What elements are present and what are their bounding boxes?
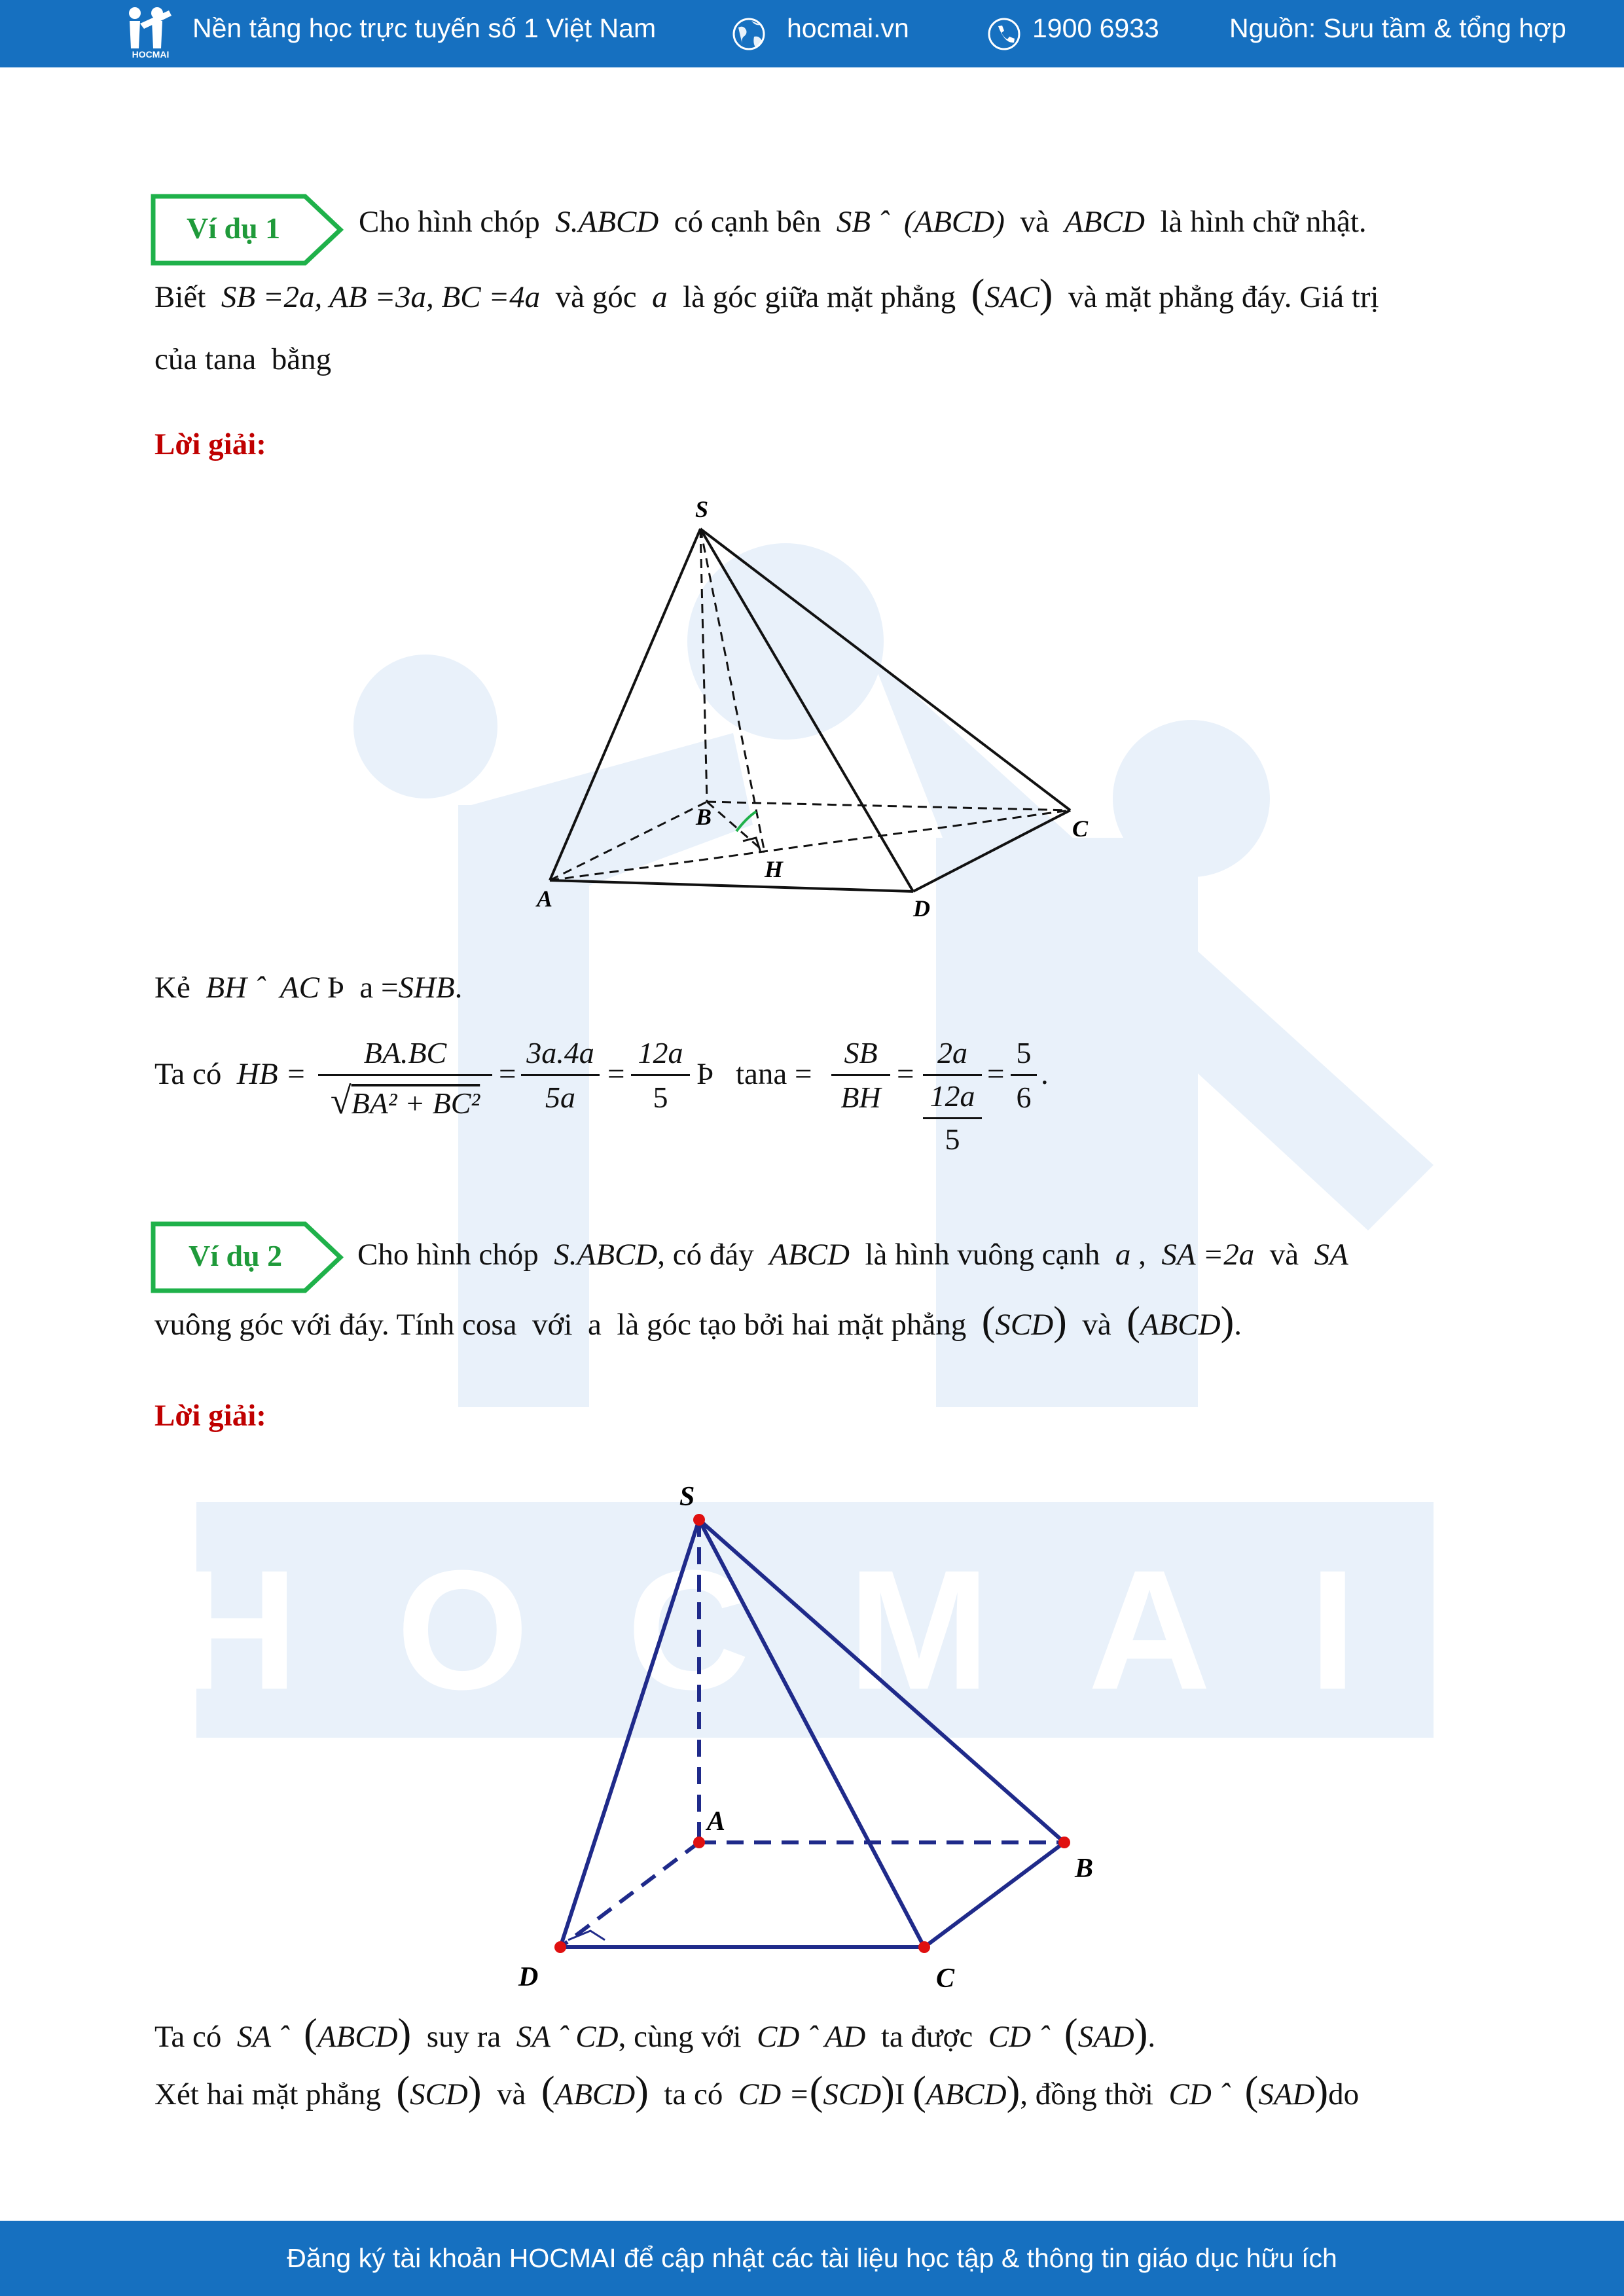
angle-SHB-mark: [736, 812, 756, 831]
edge-SB: [700, 529, 707, 802]
edge-SA: [550, 529, 700, 880]
phone-icon: [987, 17, 1021, 51]
fraction-2a-over-12a5: 2a 12a 5: [923, 1035, 982, 1157]
diagonal-AC: [550, 810, 1070, 880]
example1-solution-line-1: Kẻ BH ˆ AC Þ a =SHB.: [154, 971, 463, 1005]
edge-AD: [560, 1842, 699, 1947]
phone-number[interactable]: 1900 6933: [1032, 13, 1159, 43]
right-angle-D-mark: [568, 1931, 605, 1940]
footer-text: Đăng ký tài khoản HOCMAI để cập nhật các tài liệu học tập & thông tin giáo dục hữu ích: [287, 2243, 1337, 2273]
page-header: [0, 0, 1624, 67]
fraction-HB: $\frac{BA.BC}{\text{√BA² + BC²}}$: [318, 1035, 492, 1122]
example1-question-line-3: của tana bằng: [154, 342, 332, 376]
label-C: C: [1072, 816, 1089, 842]
example2-solution-line-2: Xét hai mặt phẳng (SCD) và (ABCD) ta có CD =(SCD)I (ABCD), đồng thời CD ˆ (SAD)do: [154, 2069, 1360, 2113]
example1-question-line-2: Biết SB =2a, AB =3a, BC =4a và góc a là góc giữa mặt phẳng (SAC) và mặt phẳng đáy. Giá trị: [154, 272, 1379, 316]
fraction-5-6: $\frac{5}{6}$: [1011, 1035, 1037, 1115]
edge-CB: [924, 1842, 1064, 1947]
right-angle-H-mark: [743, 838, 761, 852]
equals-2: =: [607, 1057, 625, 1091]
website-link[interactable]: hocmai.vn: [787, 13, 909, 43]
fraction-SB-BH: $\frac{SB}{BH}$: [831, 1035, 890, 1115]
label-S: S: [679, 1482, 695, 1512]
fraction-12a-5: $\frac{12a}{5}$: [631, 1035, 690, 1115]
edge-BC: [707, 802, 1070, 810]
equals-5: =: [987, 1057, 1005, 1091]
tan-alpha: tana =: [736, 1057, 812, 1091]
edge-SD: [700, 529, 913, 891]
equals-1: =: [499, 1057, 516, 1091]
label-C: C: [936, 1964, 955, 1994]
svg-text:HOCMAI: HOCMAI: [132, 49, 170, 60]
point-S: [693, 1514, 705, 1526]
source-note: Nguồn: Sưu tầm & tổng hợp: [1229, 13, 1566, 43]
segment-BH: [707, 802, 765, 852]
globe-icon: [732, 17, 766, 51]
example2-question-line-2: vuông góc với đáy. Tính cosa với a là góc tạo bởi hai mặt phẳng (SCD) và (ABCD).: [154, 1299, 1242, 1344]
point-C: [918, 1941, 930, 1953]
edge-SB: [699, 1520, 1064, 1842]
example2-badge-label: Ví dụ 2: [189, 1239, 283, 1272]
example1-badge-label: Ví dụ 1: [187, 211, 281, 245]
example2-solution-title: Lời giải:: [154, 1399, 266, 1433]
point-B: [1058, 1837, 1070, 1848]
example2-solution-line-1: Ta có SA ˆ (ABCD) suy ra SA ˆ CD, cùng với CD ˆ AD ta được CD ˆ (SAD).: [154, 2011, 1156, 2056]
example1-pyramid-figure: [511, 484, 1119, 929]
edge-SC: [700, 529, 1070, 810]
example1-solution-title: Lời giải:: [154, 427, 266, 461]
brand-text: Nền tảng học trực tuyến số 1 Việt Nam: [192, 13, 657, 43]
page-footer: [0, 2221, 1624, 2296]
equals-4: =: [897, 1057, 914, 1091]
fraction-3a4a-5a: $\frac{3a.4a}{5a}$: [521, 1035, 600, 1115]
implies-symbol: Þ: [696, 1057, 714, 1091]
label-H: H: [765, 856, 784, 882]
period: .: [1041, 1057, 1049, 1091]
label-A: A: [537, 886, 553, 912]
point-A: [693, 1837, 705, 1848]
label-B: B: [1075, 1854, 1094, 1884]
edge-AB: [550, 802, 707, 880]
example1-solution-line-2-lead: Ta có HB =: [154, 1057, 307, 1091]
edge-SC: [699, 1520, 924, 1947]
edge-AD: [550, 880, 913, 891]
example2-pyramid-figure: [497, 1466, 1126, 2003]
label-D: D: [518, 1962, 539, 1992]
hocmai-logo-icon: [120, 4, 181, 60]
label-D: D: [913, 895, 930, 922]
point-D: [554, 1941, 566, 1953]
label-S: S: [695, 496, 709, 522]
example2-question-line-1: Cho hình chóp S.ABCD, có đáy ABCD là hình vuông cạnh a , SA =2a và SA: [357, 1238, 1348, 1272]
edge-SD: [560, 1520, 699, 1947]
label-B: B: [696, 804, 712, 830]
watermark-text: HOCMAI: [175, 1535, 1455, 1725]
label-A: A: [707, 1806, 726, 1837]
example1-question-line-1: Cho hình chóp S.ABCD có cạnh bên SB ˆ (ABCD) và ABCD là hình chữ nhật.: [359, 205, 1367, 239]
edge-DC: [913, 810, 1070, 891]
